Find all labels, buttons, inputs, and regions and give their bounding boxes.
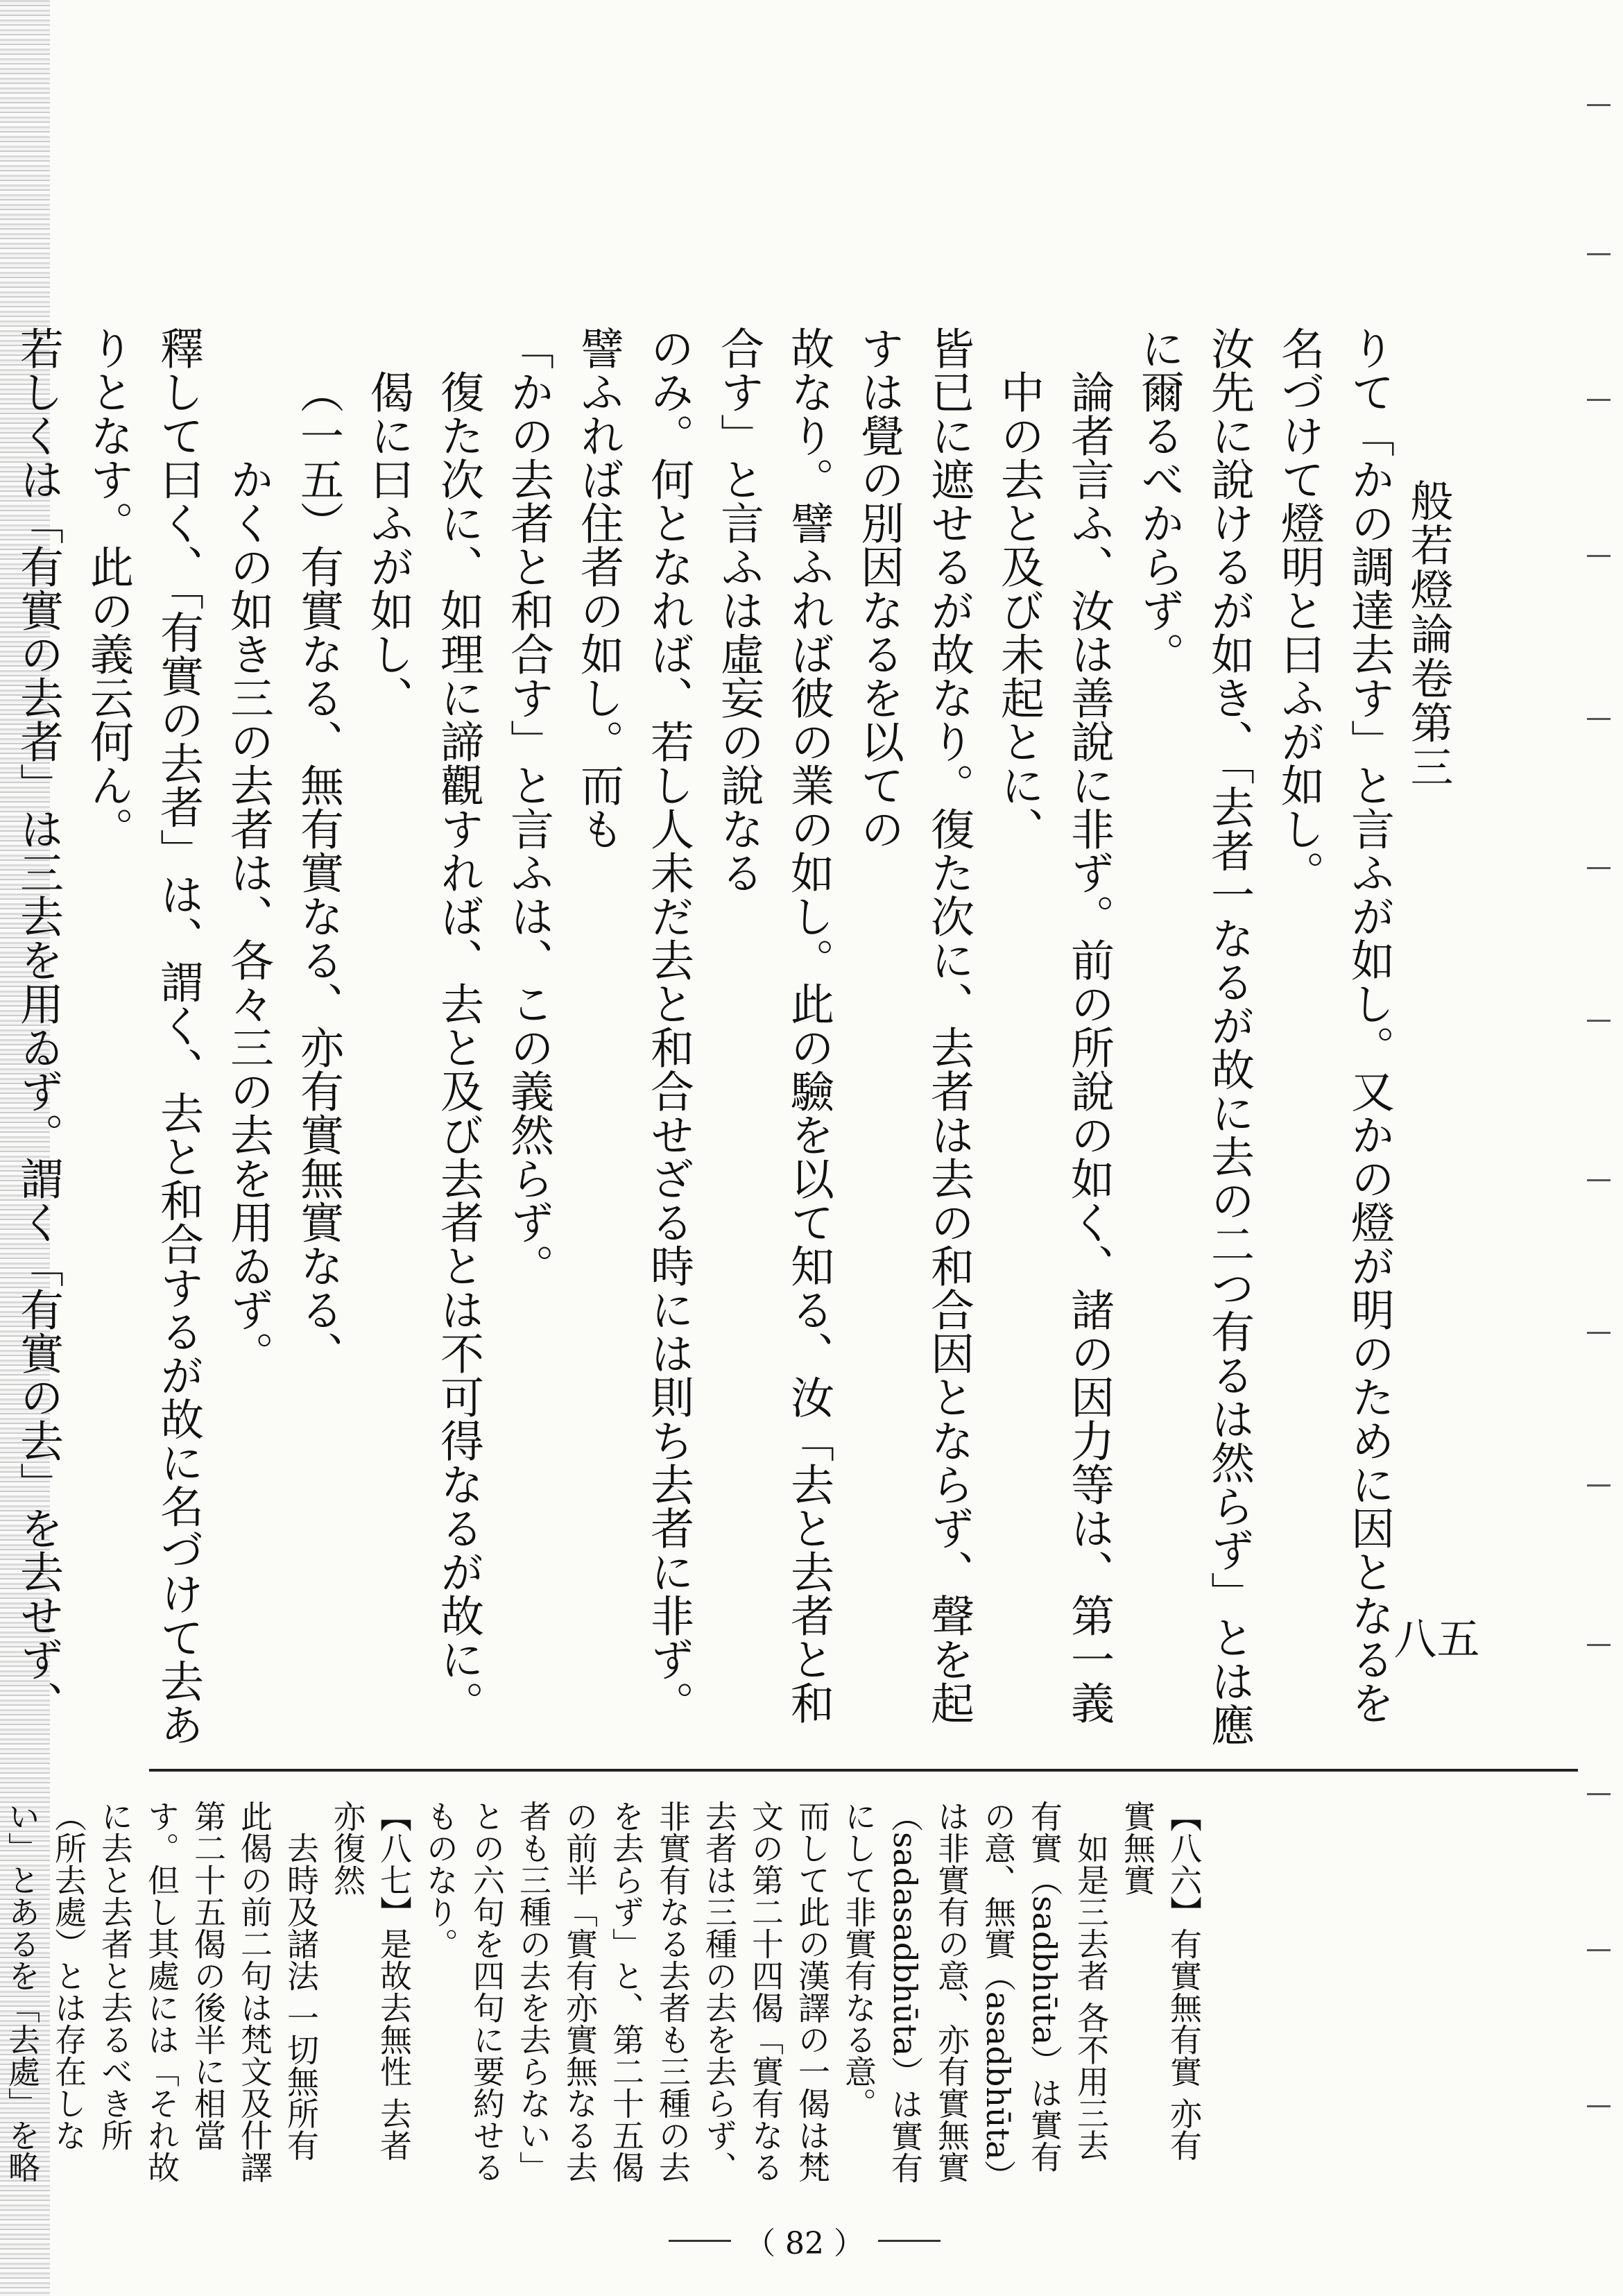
footnotes	[3, 1800, 1207, 2192]
main-line: 論者言ふ、汝は善說に非ず。前の所說の如く、諸の因力等は、第一義中の去と及び未起とに、	[994, 370, 1115, 1724]
note-line: 【八六】有實無有實 亦有實無實	[1119, 1800, 1203, 2161]
main-line: 「かの去者と和合す」と言ふは、この義然らず。	[504, 326, 554, 1287]
margin-tick	[1587, 1644, 1611, 1646]
main-line: 汝先に說けるが如き、「去者一なるが故に去の二つ有るは然らず」とは應に爾るべからず。	[1134, 326, 1255, 1747]
main-line: 釋して曰く、「有實の去者」は、謂く、去と和合するが故に名づけて去ありとなす。此の義云何ん。	[83, 326, 204, 1747]
margin-tick	[1587, 1793, 1611, 1795]
note-line: 【八七】是故去無性 去者亦復然	[329, 1800, 413, 2161]
margin-tick	[1587, 867, 1611, 869]
running-head: 般若燈論卷第三	[1403, 479, 1454, 789]
verse-line: （一五）有實なる、無有實なる、亦有實無實なる、	[293, 370, 344, 1375]
note-line: 如是三去者 各不用三去	[1072, 1832, 1110, 2161]
main-line: 皆已に遮せるが故なり。復た次に、去者は去の和合因とならず、聲を起すは覺の別因なるを以ての	[854, 326, 974, 1724]
main-line: 故なり。譬ふれば彼の業の如し。此の驗を以て知る、汝「去と去者と和合す」と言ふは虛妄の說なる	[714, 326, 834, 1724]
main-text	[13, 326, 1405, 1762]
margin-tick	[1587, 104, 1611, 106]
margin-tick	[1587, 2105, 1611, 2107]
main-line: 復た次に、如理に諦觀すれば、去と及び去者とは不可得なるが故に。偈に曰ふが如し、	[363, 370, 484, 1724]
note-line: 此偈の前二句は梵文及什譯第二十五偈の後半に相當す。但し其處には「それ故に去と去者と去るべき所（所去處）とは存在しない」とあるを「去處」を略	[3, 1800, 273, 2183]
notes-divider	[149, 1769, 1578, 1772]
note-line: 而して此の漢譯の一偈は梵文の第二十四偈「實有なる去者は三種の去を去らず、非實有なる去者も三種の去を去らず」と、第二十五偈の前半「實有亦實無なる去者も三種の去を去らない」との六句を四句に要約せるものなり。	[422, 1800, 831, 2183]
margin-tick	[1587, 253, 1611, 255]
footer-rule-left	[669, 2240, 731, 2242]
page-number: 五八	[1386, 1616, 1480, 1659]
footer-page-marker	[652, 2216, 957, 2265]
margin-tick	[1587, 399, 1611, 401]
note-line: 有實（sadbhūta）は實有の意、無實（asadbhūta）は非實有の意、亦有實無實（sadasadbhūta）は實有にして非實有なる意。	[840, 1800, 1063, 2192]
margin-tick	[1587, 555, 1611, 557]
margin-tick	[1587, 1179, 1611, 1181]
margin-tick	[1587, 1332, 1611, 1334]
footer-rule-right	[878, 2240, 941, 2242]
main-line: のみ。何となれば、若し人未だ去と和合せざる時には則ち去者に非ず。譬ふれば住者の如し。而も	[574, 326, 694, 1724]
margin-tick	[1587, 718, 1611, 720]
margin-tick	[1587, 1949, 1611, 1951]
note-line: 去時及諸法 一切無所有	[282, 1832, 320, 2161]
main-line: りて「かの調達去す」と言ふが如し。又かの燈が明のために因となるを名づけて燈明と曰ふが如し。	[1274, 326, 1395, 1724]
margin-tick	[1587, 1484, 1611, 1487]
verse-line: かくの如き三の去者は、各々三の去を用ゐず。	[223, 457, 274, 1375]
margin-tick	[1587, 1020, 1611, 1022]
margin-ticks	[1561, 0, 1623, 2296]
main-line: 若しくは「有實の去者」は三去を用ゐず。謂く「有實の去」を去せず、	[13, 326, 64, 1724]
footer-page-number: （ 82 ）	[745, 2226, 864, 2261]
